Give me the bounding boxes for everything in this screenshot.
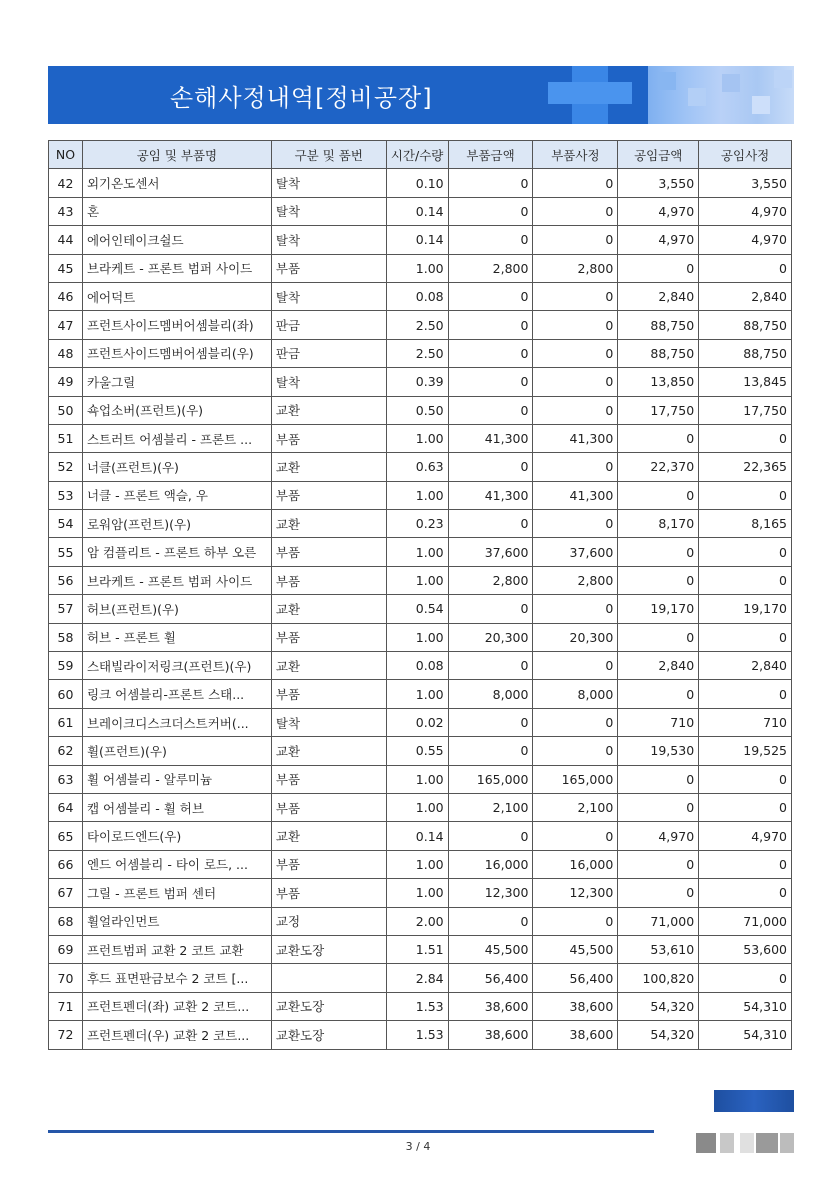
parts-amount-cell: 0 bbox=[448, 197, 533, 225]
labor-amount-cell: 0 bbox=[618, 793, 699, 821]
parts-assessed-cell: 45,500 bbox=[533, 935, 618, 963]
item-name-cell: 엔드 어셈블리 - 타이 로드, ... bbox=[82, 850, 271, 878]
column-header: 부품금액 bbox=[448, 141, 533, 169]
quantity-cell: 1.51 bbox=[386, 935, 448, 963]
parts-amount-cell: 0 bbox=[448, 453, 533, 481]
header-banner bbox=[48, 66, 794, 124]
quantity-cell: 0.14 bbox=[386, 197, 448, 225]
labor-amount-cell: 0 bbox=[618, 879, 699, 907]
column-header: NO bbox=[49, 141, 83, 169]
quantity-cell: 0.23 bbox=[386, 510, 448, 538]
row-number-cell: 49 bbox=[49, 368, 83, 396]
category-cell: 부품 bbox=[271, 424, 386, 452]
labor-assessed-cell: 2,840 bbox=[699, 282, 792, 310]
category-cell: 부품 bbox=[271, 879, 386, 907]
item-name-cell: 브라케트 - 프론트 범퍼 사이드 bbox=[82, 566, 271, 594]
parts-amount-cell: 41,300 bbox=[448, 424, 533, 452]
redacted-logo bbox=[648, 66, 794, 124]
table-row bbox=[49, 935, 792, 963]
table-row bbox=[49, 538, 792, 566]
table-row bbox=[49, 850, 792, 878]
labor-amount-cell: 710 bbox=[618, 708, 699, 736]
parts-amount-cell: 41,300 bbox=[448, 481, 533, 509]
parts-assessed-cell: 37,600 bbox=[533, 538, 618, 566]
quantity-cell: 1.00 bbox=[386, 424, 448, 452]
parts-amount-cell: 45,500 bbox=[448, 935, 533, 963]
quantity-cell: 0.10 bbox=[386, 169, 448, 197]
labor-amount-cell: 13,850 bbox=[618, 368, 699, 396]
parts-amount-cell: 8,000 bbox=[448, 680, 533, 708]
labor-amount-cell: 0 bbox=[618, 254, 699, 282]
row-number-cell: 48 bbox=[49, 339, 83, 367]
table-row bbox=[49, 197, 792, 225]
row-number-cell: 43 bbox=[49, 197, 83, 225]
parts-amount-cell: 20,300 bbox=[448, 623, 533, 651]
row-number-cell: 56 bbox=[49, 566, 83, 594]
quantity-cell: 1.00 bbox=[386, 793, 448, 821]
parts-assessed-cell: 56,400 bbox=[533, 964, 618, 992]
table-row bbox=[49, 510, 792, 538]
item-name-cell: 암 컴플리트 - 프론트 하부 오른 bbox=[82, 538, 271, 566]
category-cell: 교환도장 bbox=[271, 1021, 386, 1049]
table-row bbox=[49, 680, 792, 708]
labor-assessed-cell: 53,600 bbox=[699, 935, 792, 963]
parts-assessed-cell: 0 bbox=[533, 368, 618, 396]
parts-assessed-cell: 2,800 bbox=[533, 566, 618, 594]
quantity-cell: 1.53 bbox=[386, 992, 448, 1020]
parts-amount-cell: 0 bbox=[448, 708, 533, 736]
labor-amount-cell: 0 bbox=[618, 481, 699, 509]
row-number-cell: 44 bbox=[49, 226, 83, 254]
row-number-cell: 62 bbox=[49, 737, 83, 765]
quantity-cell: 0.08 bbox=[386, 652, 448, 680]
table-row bbox=[49, 169, 792, 197]
row-number-cell: 63 bbox=[49, 765, 83, 793]
labor-assessed-cell: 0 bbox=[699, 566, 792, 594]
labor-amount-cell: 0 bbox=[618, 623, 699, 651]
table-row bbox=[49, 595, 792, 623]
parts-assessed-cell: 0 bbox=[533, 652, 618, 680]
parts-assessed-cell: 38,600 bbox=[533, 992, 618, 1020]
item-name-cell: 타이로드엔드(우) bbox=[82, 822, 271, 850]
table-row bbox=[49, 1021, 792, 1049]
labor-amount-cell: 4,970 bbox=[618, 822, 699, 850]
labor-amount-cell: 54,320 bbox=[618, 1021, 699, 1049]
parts-assessed-cell: 8,000 bbox=[533, 680, 618, 708]
row-number-cell: 67 bbox=[49, 879, 83, 907]
parts-assessed-cell: 20,300 bbox=[533, 623, 618, 651]
item-name-cell: 그릴 - 프론트 범퍼 센터 bbox=[82, 879, 271, 907]
item-name-cell: 카울그릴 bbox=[82, 368, 271, 396]
redacted-badge bbox=[714, 1090, 794, 1112]
labor-assessed-cell: 88,750 bbox=[699, 339, 792, 367]
quantity-cell: 1.00 bbox=[386, 254, 448, 282]
labor-assessed-cell: 88,750 bbox=[699, 311, 792, 339]
table-row bbox=[49, 226, 792, 254]
column-header: 공임사정 bbox=[699, 141, 792, 169]
column-header: 시간/수량 bbox=[386, 141, 448, 169]
item-name-cell: 프런트펜더(좌) 교환 2 코트... bbox=[82, 992, 271, 1020]
item-name-cell: 쇽업소버(프런트)(우) bbox=[82, 396, 271, 424]
table-row bbox=[49, 368, 792, 396]
table-row bbox=[49, 396, 792, 424]
item-name-cell: 외기온도센서 bbox=[82, 169, 271, 197]
labor-assessed-cell: 4,970 bbox=[699, 226, 792, 254]
parts-assessed-cell: 41,300 bbox=[533, 481, 618, 509]
quantity-cell: 1.00 bbox=[386, 623, 448, 651]
row-number-cell: 55 bbox=[49, 538, 83, 566]
table-row bbox=[49, 992, 792, 1020]
labor-amount-cell: 2,840 bbox=[618, 652, 699, 680]
table-row bbox=[49, 907, 792, 935]
quantity-cell: 1.00 bbox=[386, 879, 448, 907]
quantity-cell: 2.84 bbox=[386, 964, 448, 992]
parts-amount-cell: 2,800 bbox=[448, 566, 533, 594]
table-row bbox=[49, 822, 792, 850]
labor-amount-cell: 0 bbox=[618, 850, 699, 878]
category-cell: 부품 bbox=[271, 850, 386, 878]
labor-amount-cell: 2,840 bbox=[618, 282, 699, 310]
table-row bbox=[49, 765, 792, 793]
column-header: 부품사정 bbox=[533, 141, 618, 169]
quantity-cell: 1.00 bbox=[386, 538, 448, 566]
labor-amount-cell: 19,530 bbox=[618, 737, 699, 765]
parts-amount-cell: 0 bbox=[448, 368, 533, 396]
labor-assessed-cell: 17,750 bbox=[699, 396, 792, 424]
quantity-cell: 1.00 bbox=[386, 566, 448, 594]
item-name-cell: 스태빌라이저링크(프런트)(우) bbox=[82, 652, 271, 680]
table-header-row bbox=[49, 141, 792, 169]
parts-amount-cell: 0 bbox=[448, 282, 533, 310]
category-cell: 교환도장 bbox=[271, 935, 386, 963]
parts-assessed-cell: 16,000 bbox=[533, 850, 618, 878]
row-number-cell: 58 bbox=[49, 623, 83, 651]
category-cell: 교환 bbox=[271, 822, 386, 850]
category-cell: 교정 bbox=[271, 907, 386, 935]
table-row bbox=[49, 282, 792, 310]
category-cell: 교환도장 bbox=[271, 992, 386, 1020]
labor-amount-cell: 17,750 bbox=[618, 396, 699, 424]
category-cell: 교환 bbox=[271, 737, 386, 765]
table-row bbox=[49, 737, 792, 765]
parts-assessed-cell: 0 bbox=[533, 311, 618, 339]
parts-amount-cell: 2,800 bbox=[448, 254, 533, 282]
labor-assessed-cell: 54,310 bbox=[699, 992, 792, 1020]
labor-amount-cell: 0 bbox=[618, 680, 699, 708]
category-cell: 부품 bbox=[271, 538, 386, 566]
table-row bbox=[49, 623, 792, 651]
parts-amount-cell: 56,400 bbox=[448, 964, 533, 992]
item-name-cell: 프런트펜더(우) 교환 2 코트... bbox=[82, 1021, 271, 1049]
table-body bbox=[49, 169, 792, 1049]
parts-amount-cell: 0 bbox=[448, 169, 533, 197]
labor-assessed-cell: 54,310 bbox=[699, 1021, 792, 1049]
labor-assessed-cell: 0 bbox=[699, 765, 792, 793]
parts-assessed-cell: 41,300 bbox=[533, 424, 618, 452]
labor-assessed-cell: 0 bbox=[699, 793, 792, 821]
column-header: 구분 및 품번 bbox=[271, 141, 386, 169]
parts-assessed-cell: 165,000 bbox=[533, 765, 618, 793]
category-cell: 부품 bbox=[271, 566, 386, 594]
category-cell: 탈착 bbox=[271, 368, 386, 396]
quantity-cell: 1.00 bbox=[386, 680, 448, 708]
quantity-cell: 0.39 bbox=[386, 368, 448, 396]
labor-assessed-cell: 0 bbox=[699, 850, 792, 878]
labor-assessed-cell: 3,550 bbox=[699, 169, 792, 197]
parts-amount-cell: 0 bbox=[448, 339, 533, 367]
category-cell: 판금 bbox=[271, 339, 386, 367]
row-number-cell: 50 bbox=[49, 396, 83, 424]
parts-amount-cell: 0 bbox=[448, 226, 533, 254]
category-cell bbox=[271, 964, 386, 992]
row-number-cell: 65 bbox=[49, 822, 83, 850]
category-cell: 탈착 bbox=[271, 197, 386, 225]
labor-amount-cell: 22,370 bbox=[618, 453, 699, 481]
labor-assessed-cell: 71,000 bbox=[699, 907, 792, 935]
item-name-cell: 너클(프런트)(우) bbox=[82, 453, 271, 481]
item-name-cell: 브라케트 - 프론트 범퍼 사이드 bbox=[82, 254, 271, 282]
redacted-footer-mark bbox=[696, 1133, 796, 1153]
quantity-cell: 1.00 bbox=[386, 850, 448, 878]
parts-amount-cell: 0 bbox=[448, 737, 533, 765]
quantity-cell: 0.50 bbox=[386, 396, 448, 424]
quantity-cell: 1.00 bbox=[386, 481, 448, 509]
row-number-cell: 68 bbox=[49, 907, 83, 935]
parts-assessed-cell: 38,600 bbox=[533, 1021, 618, 1049]
labor-amount-cell: 53,610 bbox=[618, 935, 699, 963]
parts-assessed-cell: 0 bbox=[533, 595, 618, 623]
parts-amount-cell: 38,600 bbox=[448, 1021, 533, 1049]
labor-assessed-cell: 0 bbox=[699, 680, 792, 708]
category-cell: 교환 bbox=[271, 595, 386, 623]
labor-amount-cell: 8,170 bbox=[618, 510, 699, 538]
page-title: 손해사정내역[정비공장] bbox=[170, 84, 433, 112]
labor-assessed-cell: 0 bbox=[699, 538, 792, 566]
item-name-cell: 프런트범퍼 교환 2 코트 교환 bbox=[82, 935, 271, 963]
quantity-cell: 2.00 bbox=[386, 907, 448, 935]
labor-assessed-cell: 710 bbox=[699, 708, 792, 736]
row-number-cell: 42 bbox=[49, 169, 83, 197]
item-name-cell: 에어덕트 bbox=[82, 282, 271, 310]
labor-assessed-cell: 19,525 bbox=[699, 737, 792, 765]
labor-assessed-cell: 0 bbox=[699, 481, 792, 509]
row-number-cell: 61 bbox=[49, 708, 83, 736]
category-cell: 교환 bbox=[271, 453, 386, 481]
item-name-cell: 휠(프런트)(우) bbox=[82, 737, 271, 765]
labor-amount-cell: 100,820 bbox=[618, 964, 699, 992]
table-row bbox=[49, 652, 792, 680]
column-header: 공임 및 부품명 bbox=[82, 141, 271, 169]
row-number-cell: 53 bbox=[49, 481, 83, 509]
parts-assessed-cell: 0 bbox=[533, 822, 618, 850]
labor-amount-cell: 0 bbox=[618, 566, 699, 594]
labor-assessed-cell: 0 bbox=[699, 254, 792, 282]
category-cell: 교환 bbox=[271, 396, 386, 424]
row-number-cell: 57 bbox=[49, 595, 83, 623]
category-cell: 탈착 bbox=[271, 169, 386, 197]
item-name-cell: 에어인테이크쉴드 bbox=[82, 226, 271, 254]
category-cell: 탈착 bbox=[271, 282, 386, 310]
labor-amount-cell: 0 bbox=[618, 765, 699, 793]
quantity-cell: 0.63 bbox=[386, 453, 448, 481]
parts-amount-cell: 0 bbox=[448, 822, 533, 850]
category-cell: 탈착 bbox=[271, 226, 386, 254]
category-cell: 부품 bbox=[271, 623, 386, 651]
labor-assessed-cell: 4,970 bbox=[699, 822, 792, 850]
labor-assessed-cell: 0 bbox=[699, 879, 792, 907]
labor-assessed-cell: 4,970 bbox=[699, 197, 792, 225]
parts-assessed-cell: 0 bbox=[533, 907, 618, 935]
category-cell: 판금 bbox=[271, 311, 386, 339]
row-number-cell: 46 bbox=[49, 282, 83, 310]
page-number: 3 / 4 bbox=[405, 1140, 431, 1153]
category-cell: 부품 bbox=[271, 765, 386, 793]
row-number-cell: 60 bbox=[49, 680, 83, 708]
parts-amount-cell: 165,000 bbox=[448, 765, 533, 793]
table-row bbox=[49, 879, 792, 907]
category-cell: 부품 bbox=[271, 793, 386, 821]
table-row bbox=[49, 339, 792, 367]
labor-amount-cell: 88,750 bbox=[618, 311, 699, 339]
item-name-cell: 프런트사이드멤버어셈블리(우) bbox=[82, 339, 271, 367]
parts-assessed-cell: 0 bbox=[533, 453, 618, 481]
labor-assessed-cell: 19,170 bbox=[699, 595, 792, 623]
category-cell: 부품 bbox=[271, 680, 386, 708]
labor-assessed-cell: 0 bbox=[699, 623, 792, 651]
parts-assessed-cell: 0 bbox=[533, 737, 618, 765]
labor-assessed-cell: 13,845 bbox=[699, 368, 792, 396]
row-number-cell: 71 bbox=[49, 992, 83, 1020]
item-name-cell: 휠 어셈블리 - 알루미늄 bbox=[82, 765, 271, 793]
quantity-cell: 1.00 bbox=[386, 765, 448, 793]
labor-assessed-cell: 0 bbox=[699, 964, 792, 992]
item-name-cell: 프런트사이드멤버어셈블리(좌) bbox=[82, 311, 271, 339]
table-row bbox=[49, 453, 792, 481]
table-row bbox=[49, 964, 792, 992]
table-row bbox=[49, 566, 792, 594]
row-number-cell: 72 bbox=[49, 1021, 83, 1049]
item-name-cell: 허브 - 프론트 휠 bbox=[82, 623, 271, 651]
category-cell: 교환 bbox=[271, 652, 386, 680]
parts-amount-cell: 0 bbox=[448, 510, 533, 538]
category-cell: 교환 bbox=[271, 510, 386, 538]
labor-amount-cell: 71,000 bbox=[618, 907, 699, 935]
parts-assessed-cell: 2,800 bbox=[533, 254, 618, 282]
item-name-cell: 후드 표면판금보수 2 코트 [... bbox=[82, 964, 271, 992]
footer-divider bbox=[48, 1130, 654, 1133]
quantity-cell: 1.53 bbox=[386, 1021, 448, 1049]
parts-assessed-cell: 0 bbox=[533, 708, 618, 736]
item-name-cell: 허브(프런트)(우) bbox=[82, 595, 271, 623]
item-name-cell: 너클 - 프론트 액슬, 우 bbox=[82, 481, 271, 509]
labor-assessed-cell: 8,165 bbox=[699, 510, 792, 538]
parts-amount-cell: 0 bbox=[448, 311, 533, 339]
parts-amount-cell: 37,600 bbox=[448, 538, 533, 566]
row-number-cell: 45 bbox=[49, 254, 83, 282]
quantity-cell: 0.55 bbox=[386, 737, 448, 765]
table-row bbox=[49, 254, 792, 282]
row-number-cell: 54 bbox=[49, 510, 83, 538]
parts-assessed-cell: 2,100 bbox=[533, 793, 618, 821]
item-name-cell: 로워암(프런트)(우) bbox=[82, 510, 271, 538]
parts-amount-cell: 0 bbox=[448, 907, 533, 935]
cross-logo-horizontal bbox=[548, 82, 632, 104]
parts-amount-cell: 38,600 bbox=[448, 992, 533, 1020]
table-row bbox=[49, 708, 792, 736]
item-name-cell: 캡 어셈블리 - 휠 허브 bbox=[82, 793, 271, 821]
labor-amount-cell: 0 bbox=[618, 538, 699, 566]
parts-assessed-cell: 0 bbox=[533, 226, 618, 254]
parts-assessed-cell: 0 bbox=[533, 197, 618, 225]
labor-assessed-cell: 0 bbox=[699, 424, 792, 452]
quantity-cell: 2.50 bbox=[386, 339, 448, 367]
labor-assessed-cell: 2,840 bbox=[699, 652, 792, 680]
row-number-cell: 66 bbox=[49, 850, 83, 878]
labor-amount-cell: 4,970 bbox=[618, 197, 699, 225]
quantity-cell: 0.08 bbox=[386, 282, 448, 310]
item-name-cell: 휠얼라인먼트 bbox=[82, 907, 271, 935]
category-cell: 탈착 bbox=[271, 708, 386, 736]
table-row bbox=[49, 793, 792, 821]
labor-amount-cell: 19,170 bbox=[618, 595, 699, 623]
labor-amount-cell: 54,320 bbox=[618, 992, 699, 1020]
damage-assessment-table bbox=[48, 140, 792, 1050]
parts-assessed-cell: 12,300 bbox=[533, 879, 618, 907]
parts-amount-cell: 0 bbox=[448, 396, 533, 424]
item-name-cell: 링크 어셈블리-프론트 스태... bbox=[82, 680, 271, 708]
category-cell: 부품 bbox=[271, 481, 386, 509]
table-row bbox=[49, 311, 792, 339]
parts-amount-cell: 2,100 bbox=[448, 793, 533, 821]
row-number-cell: 70 bbox=[49, 964, 83, 992]
quantity-cell: 0.14 bbox=[386, 226, 448, 254]
parts-assessed-cell: 0 bbox=[533, 396, 618, 424]
labor-amount-cell: 0 bbox=[618, 424, 699, 452]
quantity-cell: 0.14 bbox=[386, 822, 448, 850]
row-number-cell: 51 bbox=[49, 424, 83, 452]
parts-amount-cell: 16,000 bbox=[448, 850, 533, 878]
parts-assessed-cell: 0 bbox=[533, 339, 618, 367]
labor-amount-cell: 4,970 bbox=[618, 226, 699, 254]
parts-assessed-cell: 0 bbox=[533, 282, 618, 310]
row-number-cell: 47 bbox=[49, 311, 83, 339]
parts-assessed-cell: 0 bbox=[533, 510, 618, 538]
parts-amount-cell: 0 bbox=[448, 595, 533, 623]
labor-amount-cell: 3,550 bbox=[618, 169, 699, 197]
parts-amount-cell: 12,300 bbox=[448, 879, 533, 907]
quantity-cell: 2.50 bbox=[386, 311, 448, 339]
parts-assessed-cell: 0 bbox=[533, 169, 618, 197]
item-name-cell: 혼 bbox=[82, 197, 271, 225]
parts-amount-cell: 0 bbox=[448, 652, 533, 680]
row-number-cell: 59 bbox=[49, 652, 83, 680]
labor-assessed-cell: 22,365 bbox=[699, 453, 792, 481]
item-name-cell: 스트러트 어셈블리 - 프론트 ... bbox=[82, 424, 271, 452]
labor-amount-cell: 88,750 bbox=[618, 339, 699, 367]
row-number-cell: 52 bbox=[49, 453, 83, 481]
column-header: 공임금액 bbox=[618, 141, 699, 169]
item-name-cell: 브레이크디스크더스트커버(... bbox=[82, 708, 271, 736]
row-number-cell: 69 bbox=[49, 935, 83, 963]
quantity-cell: 0.54 bbox=[386, 595, 448, 623]
quantity-cell: 0.02 bbox=[386, 708, 448, 736]
table-row bbox=[49, 481, 792, 509]
row-number-cell: 64 bbox=[49, 793, 83, 821]
category-cell: 부품 bbox=[271, 254, 386, 282]
table-row bbox=[49, 424, 792, 452]
